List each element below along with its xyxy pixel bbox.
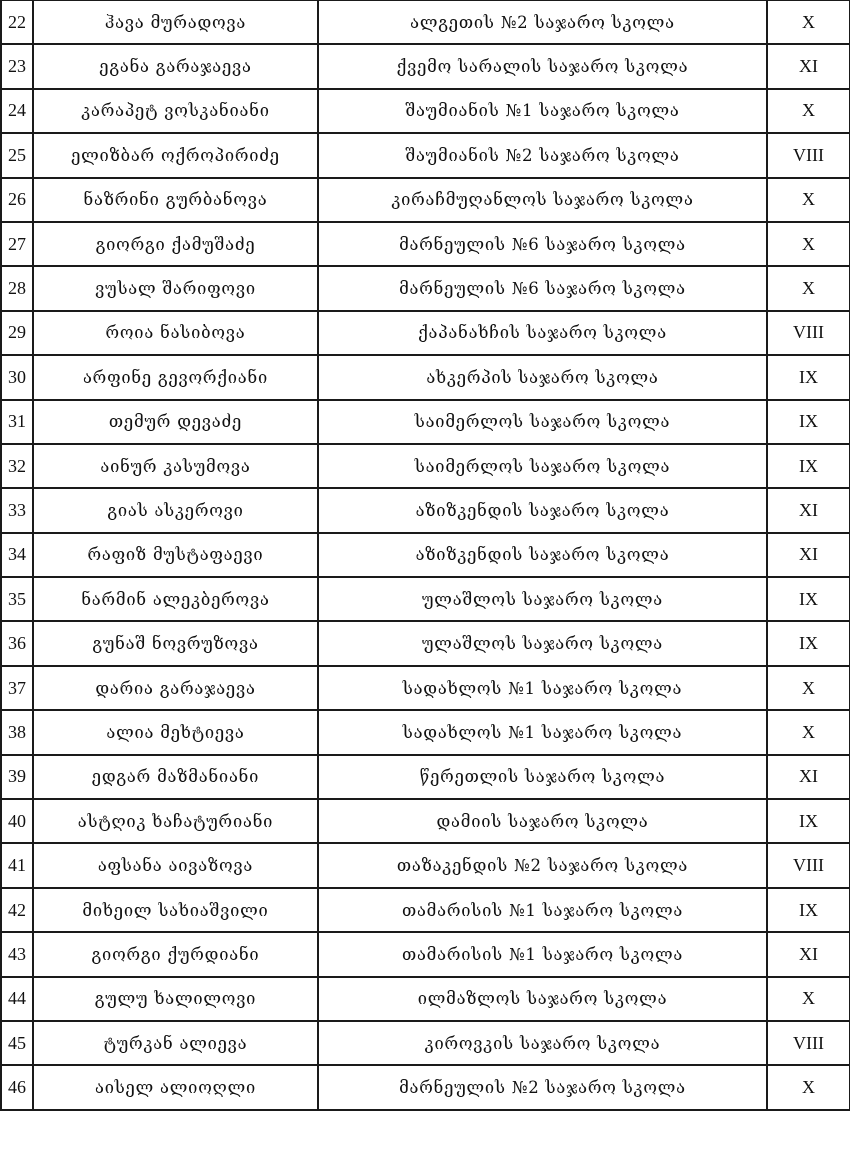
row-number-cell: 27 [1, 222, 33, 266]
table-row [1, 133, 850, 177]
row-number-cell: 43 [1, 932, 33, 976]
school-name-cell: სადახლოს №1 საჯარო სკოლა [318, 710, 767, 754]
row-number-cell: 40 [1, 799, 33, 843]
table-row [1, 444, 850, 488]
grade-cell: X [767, 89, 850, 133]
student-name-cell: რაფიზ მუსტაფაევი [33, 533, 318, 577]
student-name-cell: აფსანა აივაზოვა [33, 843, 318, 887]
school-name-cell: მარნეულის №2 საჯარო სკოლა [318, 1065, 767, 1109]
school-name-cell: ულაშლოს საჯარო სკოლა [318, 621, 767, 665]
table-row [1, 621, 850, 665]
table-row [1, 266, 850, 310]
grade-cell: XI [767, 932, 850, 976]
grade-cell: X [767, 666, 850, 710]
student-name-cell: ეგანა გარაჯაევა [33, 44, 318, 88]
table-row [1, 710, 850, 754]
school-name-cell: ქვემო სარალის საჯარო სკოლა [318, 44, 767, 88]
table-row [1, 799, 850, 843]
grade-cell: XI [767, 488, 850, 532]
table-row [1, 843, 850, 887]
student-name-cell: ალია მეხტიევა [33, 710, 318, 754]
school-name-cell: მარნეულის №6 საჯარო სკოლა [318, 266, 767, 310]
grade-cell: VIII [767, 1021, 850, 1065]
student-name-cell: ასტღიკ ხაჩატურიანი [33, 799, 318, 843]
row-number-cell: 37 [1, 666, 33, 710]
grade-cell: X [767, 0, 850, 44]
table-row [1, 533, 850, 577]
student-name-cell: არფინე გევორქიანი [33, 355, 318, 399]
student-name-cell: ნაზრინი გურბანოვა [33, 178, 318, 222]
row-number-cell: 33 [1, 488, 33, 532]
row-number-cell: 38 [1, 710, 33, 754]
school-name-cell: სადახლოს №1 საჯარო სკოლა [318, 666, 767, 710]
row-number-cell: 28 [1, 266, 33, 310]
row-number-cell: 32 [1, 444, 33, 488]
grade-cell: XI [767, 533, 850, 577]
row-number-cell: 44 [1, 977, 33, 1021]
grade-cell: IX [767, 888, 850, 932]
student-name-cell: გიორგი ქამუშაძე [33, 222, 318, 266]
student-name-cell: თემურ დევაძე [33, 400, 318, 444]
school-name-cell: საიმერლოს საჯარო სკოლა [318, 400, 767, 444]
grade-cell: IX [767, 444, 850, 488]
school-name-cell: თამარისის №1 საჯარო სკოლა [318, 888, 767, 932]
student-name-cell: გუნაშ ნოვრუზოვა [33, 621, 318, 665]
row-number-cell: 25 [1, 133, 33, 177]
row-number-cell: 30 [1, 355, 33, 399]
grade-cell: X [767, 178, 850, 222]
school-name-cell: კიროვკის საჯარო სკოლა [318, 1021, 767, 1065]
student-name-cell: გიორგი ქურდიანი [33, 932, 318, 976]
grade-cell: IX [767, 799, 850, 843]
school-name-cell: ულაშლოს საჯარო სკოლა [318, 577, 767, 621]
table-row [1, 977, 850, 1021]
row-number-cell: 46 [1, 1065, 33, 1109]
school-name-cell: თამარისის №1 საჯარო სკოლა [318, 932, 767, 976]
row-number-cell: 24 [1, 89, 33, 133]
table-row [1, 44, 850, 88]
student-name-cell: ნარმინ ალეკბეროვა [33, 577, 318, 621]
grade-cell: XI [767, 44, 850, 88]
grade-cell: VIII [767, 311, 850, 355]
table-row [1, 488, 850, 532]
school-name-cell: ილმაზლოს საჯარო სკოლა [318, 977, 767, 1021]
row-number-cell: 36 [1, 621, 33, 665]
grade-cell: X [767, 1065, 850, 1109]
grade-cell: X [767, 977, 850, 1021]
grade-cell: IX [767, 577, 850, 621]
grade-cell: X [767, 222, 850, 266]
row-number-cell: 23 [1, 44, 33, 88]
table-body [1, 0, 850, 1110]
row-number-cell: 35 [1, 577, 33, 621]
grade-cell: VIII [767, 843, 850, 887]
row-number-cell: 42 [1, 888, 33, 932]
student-name-cell: გულუ ხალილოვი [33, 977, 318, 1021]
table-row [1, 1021, 850, 1065]
student-name-cell: ტურკან ალიევა [33, 1021, 318, 1065]
row-number-cell: 39 [1, 755, 33, 799]
school-name-cell: ახკერპის საჯარო სკოლა [318, 355, 767, 399]
row-number-cell: 41 [1, 843, 33, 887]
table-row [1, 1065, 850, 1109]
table-row [1, 400, 850, 444]
row-number-cell: 31 [1, 400, 33, 444]
student-name-cell: როია ნასიბოვა [33, 311, 318, 355]
school-name-cell: შაუმიანის №1 საჯარო სკოლა [318, 89, 767, 133]
student-name-cell: დარია გარაჯაევა [33, 666, 318, 710]
grade-cell: VIII [767, 133, 850, 177]
table-row [1, 222, 850, 266]
grade-cell: X [767, 710, 850, 754]
grade-cell: XI [767, 755, 850, 799]
school-name-cell: საიმერლოს საჯარო სკოლა [318, 444, 767, 488]
row-number-cell: 22 [1, 0, 33, 44]
student-name-cell: გიას ასკეროვი [33, 488, 318, 532]
table-row [1, 932, 850, 976]
school-name-cell: მარნეულის №6 საჯარო სკოლა [318, 222, 767, 266]
school-name-cell: ალგეთის №2 საჯარო სკოლა [318, 0, 767, 44]
table-row [1, 311, 850, 355]
row-number-cell: 26 [1, 178, 33, 222]
student-name-cell: ედგარ მაზმანიანი [33, 755, 318, 799]
school-name-cell: ქაპანახჩის საჯარო სკოლა [318, 311, 767, 355]
student-name-cell: მიხეილ სახიაშვილი [33, 888, 318, 932]
row-number-cell: 29 [1, 311, 33, 355]
school-name-cell: დამიის საჯარო სკოლა [318, 799, 767, 843]
table-row [1, 0, 850, 44]
table-row [1, 888, 850, 932]
student-name-cell: კარაპეტ ვოსკანიანი [33, 89, 318, 133]
student-name-cell: ჰავა მურადოვა [33, 0, 318, 44]
school-name-cell: თაზაკენდის №2 საჯარო სკოლა [318, 843, 767, 887]
school-name-cell: აზიზკენდის საჯარო სკოლა [318, 533, 767, 577]
grade-cell: IX [767, 621, 850, 665]
row-number-cell: 34 [1, 533, 33, 577]
grade-cell: IX [767, 400, 850, 444]
school-name-cell: კირაჩმუღანლოს საჯარო სკოლა [318, 178, 767, 222]
grade-cell: X [767, 266, 850, 310]
table-row [1, 178, 850, 222]
student-name-cell: ვუსალ შარიფოვი [33, 266, 318, 310]
student-name-cell: ელიზბარ ოქროპირიძე [33, 133, 318, 177]
student-name-cell: აინურ კასუმოვა [33, 444, 318, 488]
table-row [1, 755, 850, 799]
grade-cell: IX [767, 355, 850, 399]
table-row [1, 355, 850, 399]
table-row [1, 666, 850, 710]
table-row [1, 89, 850, 133]
student-name-cell: აისელ ალიოღლი [33, 1065, 318, 1109]
school-name-cell: აზიზკენდის საჯარო სკოლა [318, 488, 767, 532]
table-row [1, 577, 850, 621]
row-number-cell: 45 [1, 1021, 33, 1065]
school-name-cell: შაუმიანის №2 საჯარო სკოლა [318, 133, 767, 177]
school-name-cell: წერეთლის საჯარო სკოლა [318, 755, 767, 799]
